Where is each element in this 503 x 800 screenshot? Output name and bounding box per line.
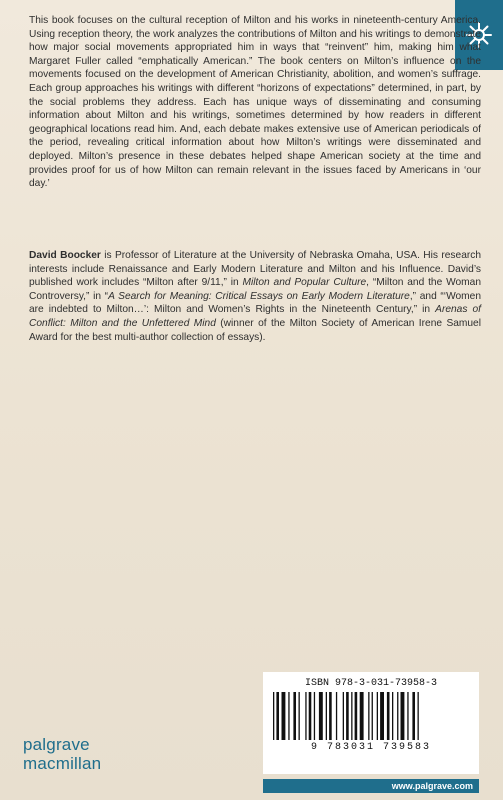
barcode-bar [401,692,405,740]
bio-title: Milton and Popular Culture [242,277,367,289]
barcode-bar [407,692,408,740]
barcode-box [263,672,479,774]
barcode-bar [418,692,419,740]
author-bio-paragraph [29,249,481,344]
barcode-bar [273,692,274,740]
barcode-icon [271,692,471,742]
author-bio [29,249,481,344]
barcode-bar [288,692,289,740]
barcode-bar [355,692,358,740]
barcode-bar [314,692,315,740]
barcode-bar [351,692,352,740]
barcode-bar [282,692,286,740]
barcode-bar [326,692,327,740]
barcode-bar [397,692,398,740]
barcode-bar [319,692,323,740]
bio-title: A Search for Meaning: Critical Essays on Early Modern Literature [108,290,410,302]
author-name: David Boocker [29,250,101,261]
barcode-bar [329,692,332,740]
publisher-url[interactable]: www.palgrave.com [263,779,479,793]
barcode-bar [336,692,337,740]
barcode-bar [346,692,349,740]
barcode-bar [372,692,373,740]
barcode-bar [368,692,369,740]
publisher-name-line1: palgrave [23,735,90,754]
barcode-bar [377,692,378,740]
barcode-bar [412,692,415,740]
barcode-bar [360,692,364,740]
bio-text: ,” and “‘Women are indebted to Milton…’: Milton and Women’s Rights in the Nineteenth Century,” in [29,290,481,316]
bio-text: is Professor of Literature at the University of Nebraska Omaha, USA. His research interests include Renaissance and Early Modern Literature and Milton and his Influence. David’s published work includes “Milton after 9/11,” in [29,250,482,289]
barcode-digits: 9 783031 739583 [310,742,431,753]
bio-text: (winner of the Milton Society of American Irene Samuel Award for the best multi-author collection of essays). [29,317,481,343]
barcode-bar [392,692,393,740]
barcode-bar [293,692,296,740]
bio-text: , “Milton and the Woman Controversy,” in “ [29,277,481,302]
barcode-bar [276,692,279,740]
barcode-bar [387,692,390,740]
barcode-bar [309,692,312,740]
barcode-bar [380,692,384,740]
publisher-logo [23,735,163,773]
description-paragraph: This book focuses on the cultural reception of Milton and his works in nineteenth-century America. Using reception theory, the work analyzes the contributions of Milton and his writings to demonstrate how major social movements appropriated him in ways that “reinvent” him, making him what Margaret Fuller called “emphatically American.” The book centers on Milton’s influence on the movements focused on the development of American Christianity, abolition, and women’s suffrage. Each group approaches his writings with different “horizons of expectations” determined, in part, by the social problems they address. Each has unique ways of disseminating and consuming information about Milton and his writings, sometimes determined by how readers in different geographical locations read him. And, each debate makes extensive use of American periodicals of the period, revealing critical information about how Milton’s writings were disseminated and deployed. Milton’s presence in these debates helped shape American society at the time and provides proof for us of how Milton can remain relevant in the issues faced by Americans in ‘our day.’ [29,15,481,190]
barcode-bar [299,692,300,740]
book-description [29,14,481,191]
bio-title: Arenas of Conflict: Milton and the Unfettered Mind [29,304,481,329]
isbn-label: ISBN 978-3-031-73958-3 [304,678,438,689]
barcode-bar [305,692,306,740]
publisher-name-line2: macmillan [23,754,102,773]
barcode-bar [343,692,344,740]
